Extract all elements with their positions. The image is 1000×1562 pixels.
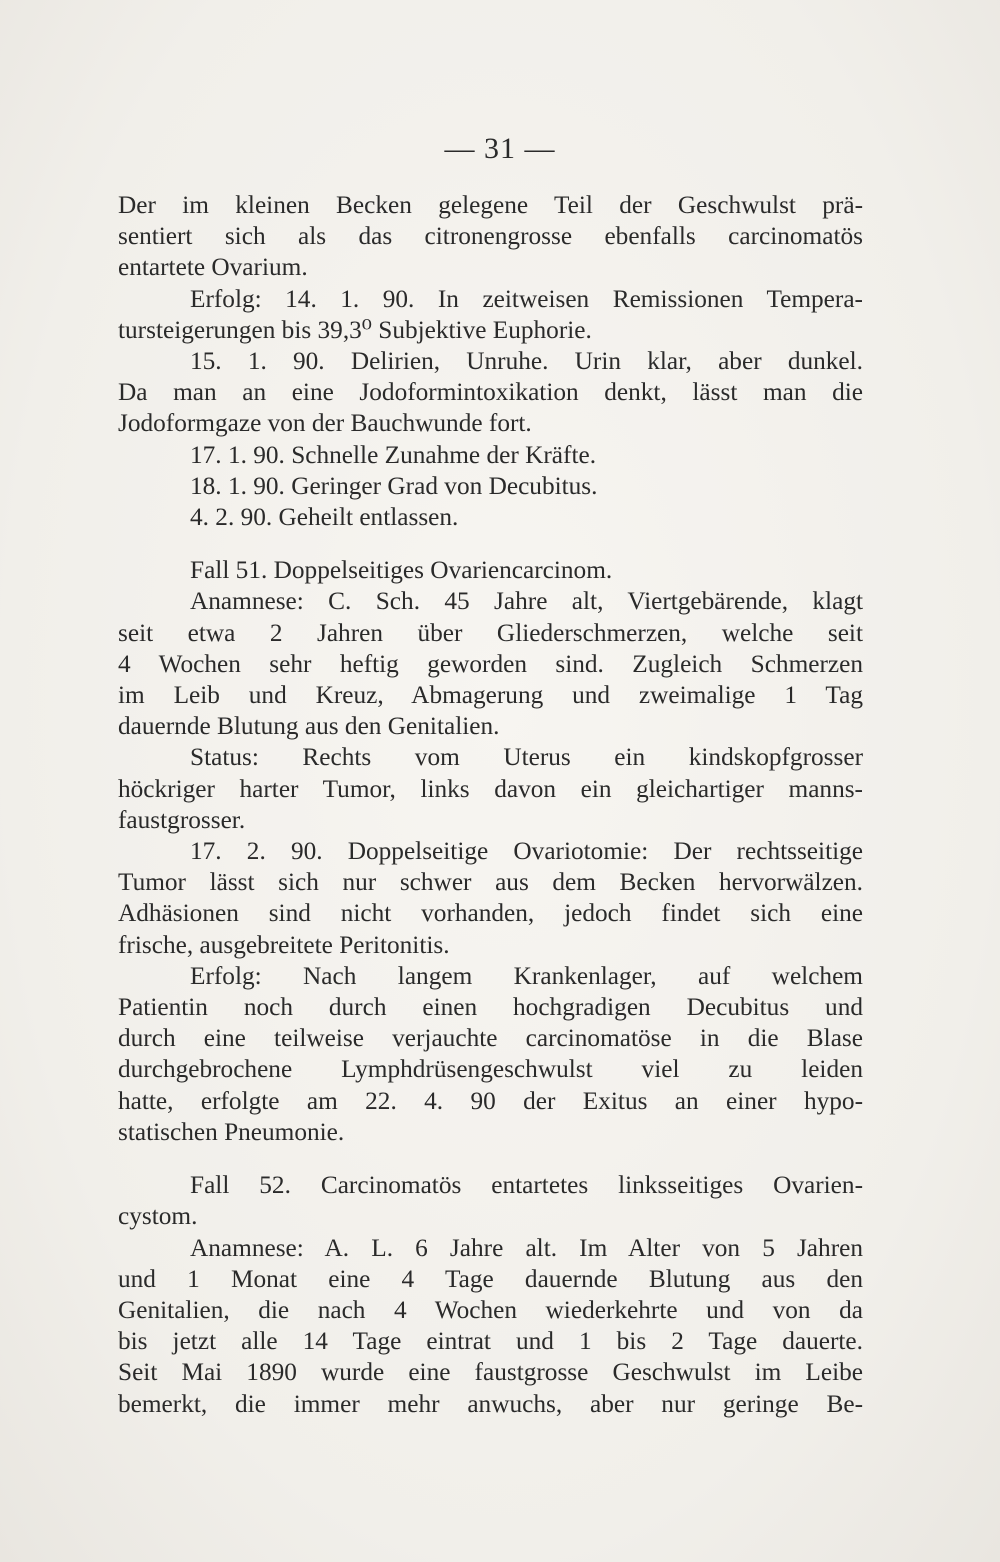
text-line: cystom.: [118, 1202, 198, 1231]
text-line: statischen Pneumonie.: [118, 1117, 345, 1146]
text-line: entartete Ovarium.: [118, 253, 308, 282]
text-line: Anamnese: C. Sch. 45 Jahre alt, Viertgebärende, klagt: [190, 587, 863, 616]
text-line: durchgebrochene Lymphdrüsengeschwulst viel zu leiden: [118, 1055, 863, 1084]
text-line: 18. 1. 90. Geringer Grad von Decubitus.: [190, 471, 598, 500]
section-gap: [118, 533, 863, 555]
text-line: Status: Rechts vom Uterus ein kindskopfgrosser: [190, 743, 863, 772]
text-line: Genitalien, die nach 4 Wochen wiederkehrte und von da: [118, 1295, 863, 1324]
text-line: sentiert sich als das citronengrosse ebenfalls carcinomatös: [118, 222, 863, 251]
case-heading: Fall 52. Carcinomatös entartetes linksseitiges Ovarien-: [190, 1171, 863, 1200]
text-line: Anamnese: A. L. 6 Jahre alt. Im Alter von 5 Jahren: [190, 1233, 863, 1262]
case-heading: Fall 51. Doppelseitiges Ovariencarcinom.: [190, 556, 613, 585]
text-line: frische, ausgebreitete Peritonitis.: [118, 930, 450, 959]
text-line: 4. 2. 90. Geheilt entlassen.: [190, 503, 459, 532]
text-line: dauernde Blutung aus den Genitalien.: [118, 712, 500, 741]
page-number: — 31 —: [444, 132, 556, 165]
text-line: höckriger harter Tumor, links davon ein gleichartiger manns-: [118, 774, 863, 803]
text-line: seit etwa 2 Jahren über Gliederschmerzen, welche seit: [118, 618, 863, 647]
text-line: 4 Wochen sehr heftig geworden sind. Zugleich Schmerzen: [118, 649, 863, 678]
text-line: Der im kleinen Becken gelegene Teil der Geschwulst prä-: [118, 191, 863, 219]
text-line: hatte, erfolgte am 22. 4. 90 der Exitus an einer hypo-: [118, 1086, 863, 1115]
text-line: Patientin noch durch einen hochgradigen Decubitus und: [118, 993, 863, 1022]
text-line: bis jetzt alle 14 Tage eintrat und 1 bis 2 Tage dauerte.: [118, 1327, 863, 1356]
text-line: Jodoformgaze von der Bauchwunde fort.: [118, 409, 532, 438]
text-line: Tumor lässt sich nur schwer aus dem Becken hervorwälzen.: [118, 868, 863, 897]
text-line: faustgrosser.: [118, 805, 246, 834]
text-line: 15. 1. 90. Delirien, Unruhe. Urin klar, aber dunkel.: [190, 347, 863, 376]
text-line: Adhäsionen sind nicht vorhanden, jedoch findet sich eine: [118, 899, 863, 928]
section-gap: [118, 1148, 863, 1170]
text-line: 17. 2. 90. Doppelseitige Ovariotomie: Der rechtsseitige: [190, 837, 863, 866]
text-line: Da man an eine Jodoformintoxikation denkt, lässt man die: [118, 378, 863, 407]
text-line: Seit Mai 1890 wurde eine faustgrosse Geschwulst im Leibe: [118, 1358, 863, 1387]
text-line: im Leib und Kreuz, Abmagerung und zweimalige 1 Tag: [118, 681, 863, 710]
text-line: Erfolg: Nach langem Krankenlager, auf welchem: [190, 961, 863, 990]
text-line: tursteigerungen bis 39,3⁰ Subjektive Euphorie.: [118, 315, 592, 344]
body-text: [118, 190, 863, 1420]
text-line: und 1 Monat eine 4 Tage dauernde Blutung aus den: [118, 1264, 863, 1293]
text-line: bemerkt, die immer mehr anwuchs, aber nur geringe Be-: [118, 1389, 863, 1418]
text-line: Erfolg: 14. 1. 90. In zeitweisen Remissionen Tempera-: [190, 284, 863, 313]
text-line: durch eine teilweise verjauchte carcinomatöse in die Blase: [118, 1024, 863, 1053]
text-line: 17. 1. 90. Schnelle Zunahme der Kräfte.: [190, 440, 597, 469]
